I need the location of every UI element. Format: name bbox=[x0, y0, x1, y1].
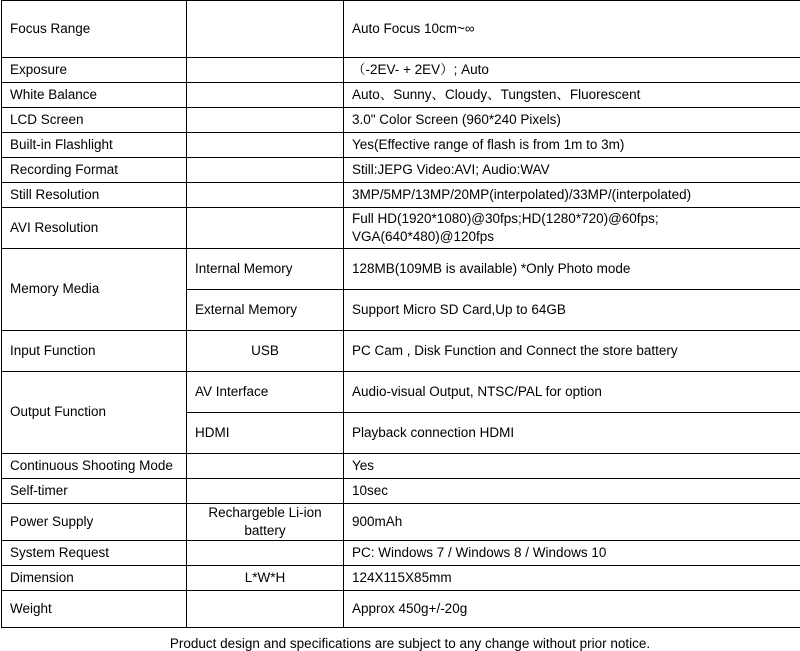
row-value: 3MP/5MP/13MP/20MP(interpolated)/33MP/(interpolated) bbox=[344, 183, 800, 208]
row-value-line1: Full HD(1920*1080)@30fps;HD(1280*720)@60fps; bbox=[352, 210, 800, 228]
row-value: 124X115X85mm bbox=[344, 566, 800, 591]
table-row bbox=[2, 158, 800, 183]
table-row bbox=[2, 479, 800, 504]
row-label: LCD Screen bbox=[2, 108, 187, 133]
row-value bbox=[344, 208, 800, 249]
row-value: 128MB(109MB is available) *Only Photo mode bbox=[344, 249, 800, 290]
table-row bbox=[2, 58, 800, 83]
row-value: Auto、Sunny、Cloudy、Tungsten、Fluorescent bbox=[344, 83, 800, 108]
row-label: Continuous Shooting Mode bbox=[2, 454, 187, 479]
row-sub: AV Interface bbox=[187, 372, 344, 413]
row-sub bbox=[187, 58, 344, 83]
table-row bbox=[2, 83, 800, 108]
row-value: Support Micro SD Card,Up to 64GB bbox=[344, 290, 800, 331]
table-row bbox=[2, 541, 800, 566]
table-row bbox=[2, 1, 800, 58]
row-sub bbox=[187, 1, 344, 58]
table-row bbox=[2, 208, 800, 249]
specifications-table bbox=[1, 0, 800, 628]
row-sub bbox=[187, 83, 344, 108]
table-row bbox=[2, 372, 800, 413]
row-label: Exposure bbox=[2, 58, 187, 83]
row-label: Self-timer bbox=[2, 479, 187, 504]
row-value: Approx 450g+/-20g bbox=[344, 591, 800, 628]
row-label: Memory Media bbox=[2, 249, 187, 331]
row-label: Focus Range bbox=[2, 1, 187, 58]
row-value: Still:JEPG Video:AVI; Audio:WAV bbox=[344, 158, 800, 183]
row-value: PC Cam , Disk Function and Connect the store battery bbox=[344, 331, 800, 372]
row-value: Playback connection HDMI bbox=[344, 413, 800, 454]
row-sub bbox=[187, 591, 344, 628]
table-row bbox=[2, 133, 800, 158]
row-sub: USB bbox=[187, 331, 344, 372]
row-sub: L*W*H bbox=[187, 566, 344, 591]
row-value: （-2EV- + 2EV）; Auto bbox=[344, 58, 800, 83]
row-label: System Request bbox=[2, 541, 187, 566]
table-row bbox=[2, 331, 800, 372]
row-value: 3.0" Color Screen (960*240 Pixels) bbox=[344, 108, 800, 133]
row-sub bbox=[187, 208, 344, 249]
row-label: Output Function bbox=[2, 372, 187, 454]
row-label: Power Supply bbox=[2, 504, 187, 541]
row-value: Yes(Effective range of flash is from 1m to 3m) bbox=[344, 133, 800, 158]
row-sub bbox=[187, 479, 344, 504]
row-sub: HDMI bbox=[187, 413, 344, 454]
row-label: Still Resolution bbox=[2, 183, 187, 208]
row-sub bbox=[187, 541, 344, 566]
table-row bbox=[2, 591, 800, 628]
table-row bbox=[2, 249, 800, 290]
row-label: Weight bbox=[2, 591, 187, 628]
row-label: Recording Format bbox=[2, 158, 187, 183]
row-value: Audio-visual Output, NTSC/PAL for option bbox=[344, 372, 800, 413]
row-sub bbox=[187, 158, 344, 183]
row-label: Dimension bbox=[2, 566, 187, 591]
row-label: Input Function bbox=[2, 331, 187, 372]
row-value-line2: VGA(640*480)@120fps bbox=[352, 228, 800, 246]
row-sub: Rechargeble Li-ion battery bbox=[187, 504, 344, 541]
table-row bbox=[2, 454, 800, 479]
row-label: Built-in Flashlight bbox=[2, 133, 187, 158]
footer-note: Product design and specifications are subject to any change without prior notice. bbox=[0, 628, 800, 651]
row-label: White Balance bbox=[2, 83, 187, 108]
row-sub bbox=[187, 183, 344, 208]
row-sub: Internal Memory bbox=[187, 249, 344, 290]
row-sub bbox=[187, 133, 344, 158]
row-value: 10sec bbox=[344, 479, 800, 504]
row-sub bbox=[187, 454, 344, 479]
row-value: 900mAh bbox=[344, 504, 800, 541]
table-row bbox=[2, 504, 800, 541]
table-row bbox=[2, 183, 800, 208]
table-row bbox=[2, 108, 800, 133]
row-sub bbox=[187, 108, 344, 133]
row-value: Yes bbox=[344, 454, 800, 479]
row-sub: External Memory bbox=[187, 290, 344, 331]
row-label: AVI Resolution bbox=[2, 208, 187, 249]
row-value: PC: Windows 7 / Windows 8 / Windows 10 bbox=[344, 541, 800, 566]
table-row bbox=[2, 566, 800, 591]
row-value: Auto Focus 10cm~∞ bbox=[344, 1, 800, 58]
